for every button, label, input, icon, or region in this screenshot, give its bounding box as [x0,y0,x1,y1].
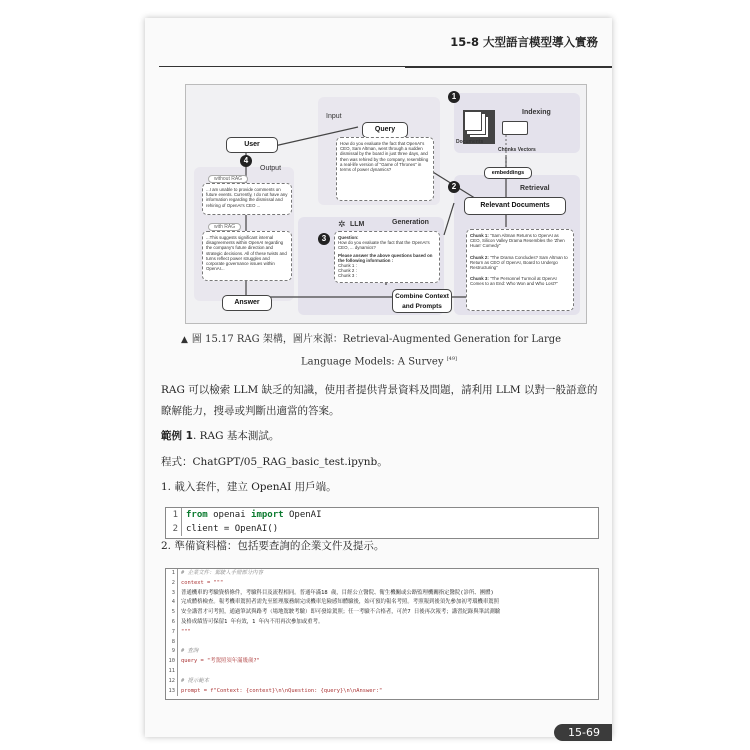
chunks-vectors-label: Chunks Vectors [498,147,536,153]
without-rag-tag: without RAG [208,175,248,183]
code-line: 10 query = "考駕照須年滿幾歲?" [166,657,598,667]
with-rag-text: ...This suggests significant internal disagreements within OpenAI regarding the company's future direction and strategic decisions. All of these twists and turns reflect power struggles and corporate governance issues within OpenAI... [202,231,292,281]
code-block-2 [165,568,599,700]
generation-label: Generation [392,219,429,226]
header-rule-thick [405,67,612,68]
code-line: 7 """ [166,628,598,638]
chunks-list [466,229,574,311]
documents-label: Documents [456,139,484,145]
example-heading [161,428,279,443]
chunks-vectors-icon [502,121,528,135]
with-rag-tag: with RAG [208,223,241,231]
relevant-documents-box: Relevant Documents [464,197,566,215]
body-paragraph: RAG 可以檢索 LLM 缺乏的知識，使用者提供背景資料及問題，請利用 LLM 以對一般語意的瞭解能力，搜尋或判斷出適當的答案。 [161,384,598,417]
example-title: . RAG 基本測試。 [192,430,280,442]
llm-icon: ✲ [338,219,346,229]
input-label: Input [326,113,342,120]
page-number: 15-69 [554,724,612,741]
step-3-badge: 3 [318,233,330,245]
caption-line1: 圖 15.17 RAG 架構，圖片來源：Retrieval-Augmented Generation for Large [191,334,562,345]
step-2-text: 2. 準備資料檔：包括要查詢的企業文件及提示。 [161,540,385,552]
caption-line2: Language Models: A Survey [301,356,444,368]
code-line: 4 完成體格檢查。報考機車駕照者需先至監理服務網完成機車危險感知體驗後，始可預約報名考照。考照報到後須先參加初考環機車駕照 [166,598,598,608]
code-line: 2 context = """ [166,579,598,589]
code-line: 8 [166,638,598,648]
caption-ref: [49] [446,356,457,362]
step-1-text: 1. 載入套件，建立 OpenAI 用戶端。 [161,481,337,493]
indexing-label: Indexing [522,109,551,116]
code-line: 2 client = OpenAI() [166,522,598,536]
code-line: 9 # 查詢 [166,647,598,657]
book-page [145,18,612,737]
chunk-item: Chunk 2: "The Drama Concludes? Sam Altman to Return as CEO of OpenAI, Board to Undergo Restructuring" [470,254,568,271]
answer-box: Answer [222,295,272,311]
user-box: User [226,137,278,153]
step-1-badge: 1 [448,91,460,103]
retrieval-label: Retrieval [520,185,550,192]
llm-label: LLM [350,221,365,228]
code-line: 12 # 提示範本 [166,677,598,687]
page-header-title: 15-8 大型語言模型導入實務 [450,35,598,49]
rag-architecture-figure [185,84,587,324]
code-line: 11 [166,667,598,677]
prompt-panel: Question: How do you evaluate the fact that the OpenAI's CEO, ... dynamics? Please answer the above questions based on the following information : Chunk 1 : Chunk 2 : Chunk 3 : [334,231,440,283]
code-line: 1 # 企業文件：駕駛人手冊部分內容 [166,569,598,579]
example-label: 範例 1 [161,430,193,442]
step-2-badge: 2 [448,181,460,193]
code-line: 3 普通機車的考驗資格條件，考驗科目及流程相同。普通年滿18 歲，目經公立醫院、衛生機關或公路監理機關指定醫院(診所、團體) [166,589,598,599]
code-block-1 [165,507,599,539]
code-line: 5 安全講習才可考照，通過筆試與路考（場地駕駛考驗）即可發給駕照；任一考驗不合格者，可於7 日後再次報考；講習紀錄與筆試測驗 [166,608,598,618]
output-label: Output [260,165,282,172]
combine-context-box: Combine Context and Prompts [392,289,452,313]
chunk-item: Chunk 1: "Sam Altman Returns to OpenAI as CEO, Silicon Valley Drama Resembles the 'Zhen Huan' Comedy" [470,233,565,249]
figure-caption [181,330,601,371]
query-text: How do you evaluate the fact that OpenAI's CEO, Sam Altman, went through a sudden dismissal by the board in just three days, and then was rehired by the company, resembling a real-life version of "Game of Thrones" in terms of power dynamics? [336,137,434,201]
step-4-badge: 4 [240,155,252,167]
documents-icon [464,111,482,131]
chunk-item: Chunk 3: "The Personnel Turmoil at OpenAI Comes to an End: Who Won and Who Lost?" [470,276,558,287]
query-box: Query [362,122,408,138]
code-line: 6 及格成績皆可保留1 年有效，1 年內不用再次參加或重考。 [166,618,598,628]
code-line: 1 from openai import OpenAI [166,508,598,522]
code-line: 13 prompt = f"Context: {context}\n\nQuestion: {query}\n\nAnswer:" [166,687,598,697]
program-path: 程式：ChatGPT/05_RAG_basic_test.ipynb。 [161,456,388,468]
without-rag-text: ...I am unable to provide comments on future events. Currently, I do not have any information regarding the dismissal and rehiring of OpenAI's CEO ... [202,183,292,215]
embeddings-box: embeddings [484,167,532,179]
caption-marker: ▲ [181,335,188,345]
